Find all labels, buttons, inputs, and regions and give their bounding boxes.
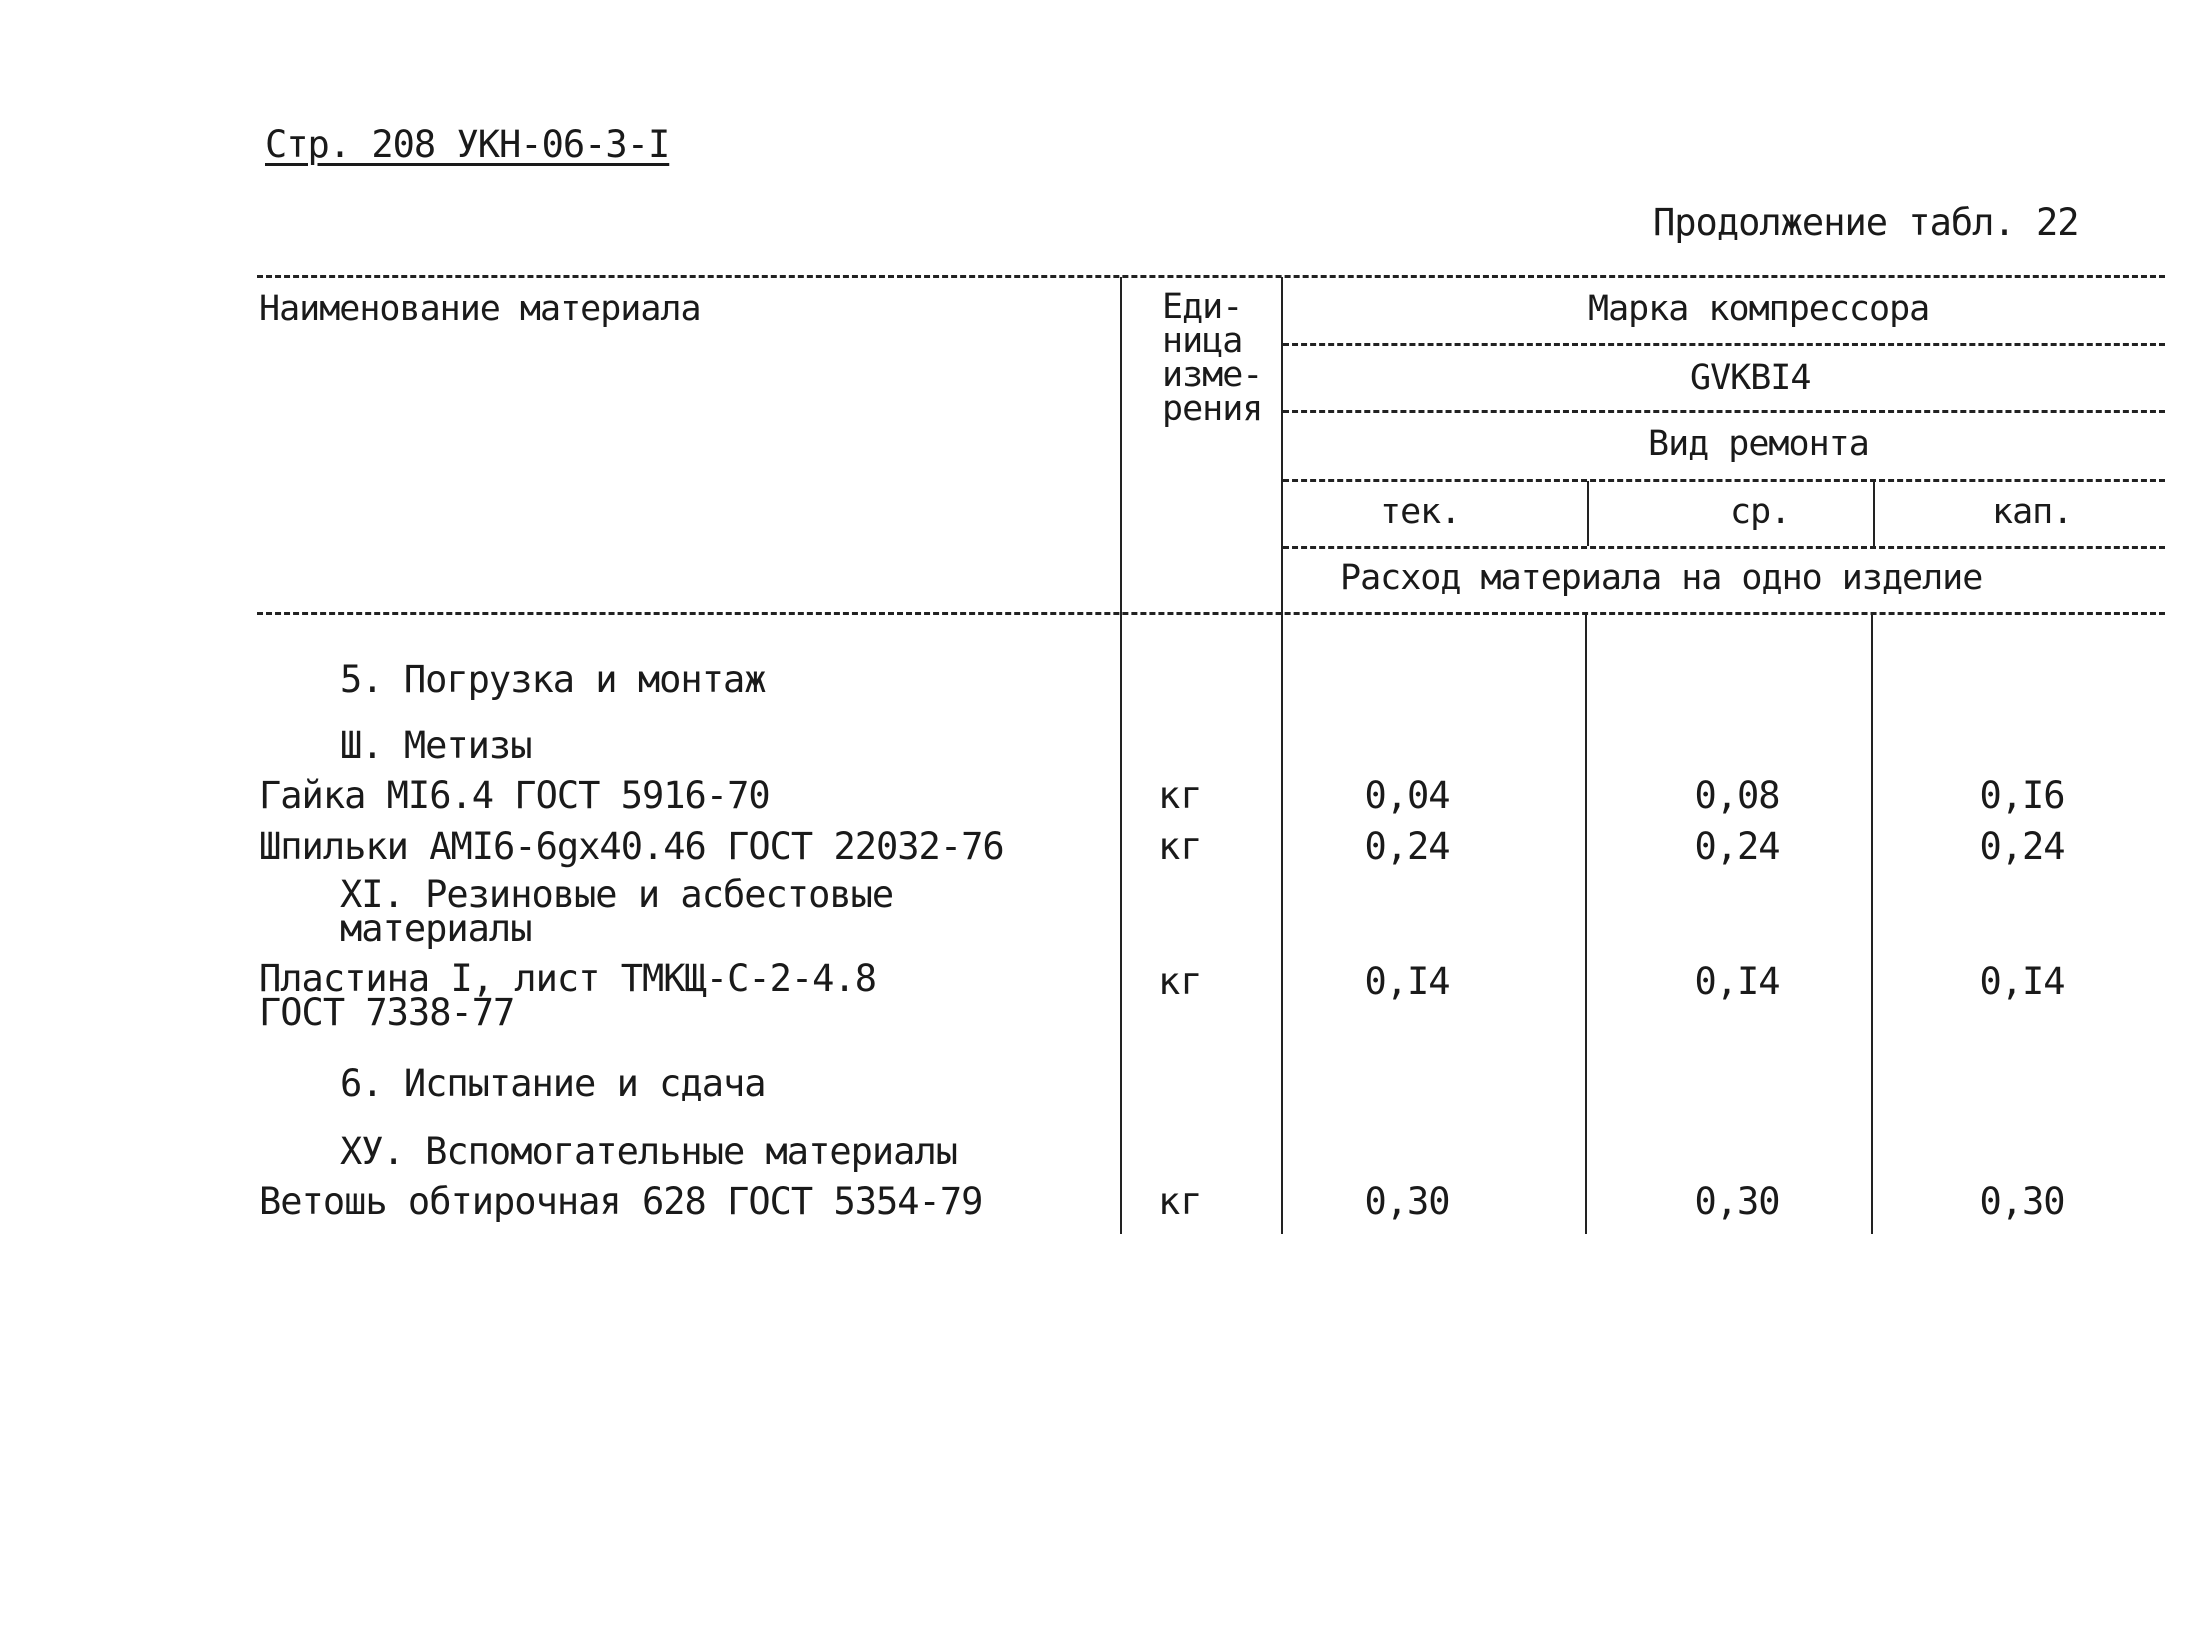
value-sr: 0,08 — [1694, 774, 1780, 817]
value-kap: 0,24 — [1979, 825, 2065, 868]
material-name: Шпильки AMI6-6gx40.46 ГОСТ 22032-76 — [259, 825, 1004, 868]
table-continuation-label: Продолжение табл. 22 — [1653, 201, 2079, 244]
tek-sr-header-divider — [1587, 481, 1589, 546]
header-consumption: Расход материала на одно изделие — [1340, 558, 1983, 598]
table-top-rule — [257, 275, 2165, 278]
brand-rule — [1283, 343, 2165, 346]
unit-cell: кг — [1158, 825, 1203, 868]
name-unit-divider — [1120, 277, 1122, 1234]
value-tek: 0,24 — [1364, 825, 1450, 868]
header-repair-capital: кап. — [1992, 492, 2073, 532]
unit-cell: кг — [1158, 960, 1203, 1003]
value-kap: 0,I6 — [1979, 774, 2065, 817]
page-reference: Стр. 208 УКН-06-3-I — [265, 123, 670, 166]
repair-type-rule — [1283, 479, 2165, 482]
section-title: ХУ. Вспомогательные материалы — [340, 1130, 958, 1173]
unit-values-divider — [1281, 277, 1283, 1234]
model-rule — [1283, 410, 2165, 413]
sr-kap-divider — [1871, 614, 1873, 1234]
header-repair-current: тек. — [1380, 492, 1461, 532]
value-tek: 0,I4 — [1364, 960, 1450, 1003]
section-title: 6. Испытание и сдача — [340, 1062, 766, 1105]
material-name: Ветошь обтирочная 628 ГОСТ 5354-79 — [259, 1180, 983, 1223]
value-sr: 0,I4 — [1694, 960, 1780, 1003]
value-tek: 0,04 — [1364, 774, 1450, 817]
header-bottom-rule — [257, 612, 2165, 615]
value-kap: 0,30 — [1979, 1180, 2065, 1223]
section-title: Ш. Метизы — [340, 724, 532, 767]
material-name: Пластина I, лист ТМКЩ-С-2-4.8 ГОСТ 7338-77 — [259, 957, 877, 1034]
value-sr: 0,24 — [1694, 825, 1780, 868]
unit-cell: кг — [1158, 774, 1203, 817]
repair-columns-rule — [1283, 546, 2165, 549]
tek-sr-divider — [1585, 614, 1587, 1234]
header-compressor-brand: Марка компрессора — [1588, 289, 1930, 329]
header-repair-type: Вид ремонта — [1648, 424, 1869, 464]
header-unit: Еди- ница изме- рения — [1162, 287, 1263, 429]
sr-kap-header-divider — [1873, 481, 1875, 546]
header-material-name: Наименование материала — [259, 289, 701, 329]
material-name: Гайка MI6.4 ГОСТ 5916-70 — [259, 774, 770, 817]
section-title: 5. Погрузка и монтаж — [340, 658, 766, 701]
value-kap: 0,I4 — [1979, 960, 2065, 1003]
header-repair-medium: ср. — [1730, 492, 1791, 532]
header-model: GVKBI4 — [1690, 358, 1811, 398]
unit-cell: кг — [1158, 1180, 1203, 1223]
section-title: XI. Резиновые и асбестовые материалы — [340, 873, 894, 950]
value-sr: 0,30 — [1694, 1180, 1780, 1223]
value-tek: 0,30 — [1364, 1180, 1450, 1223]
